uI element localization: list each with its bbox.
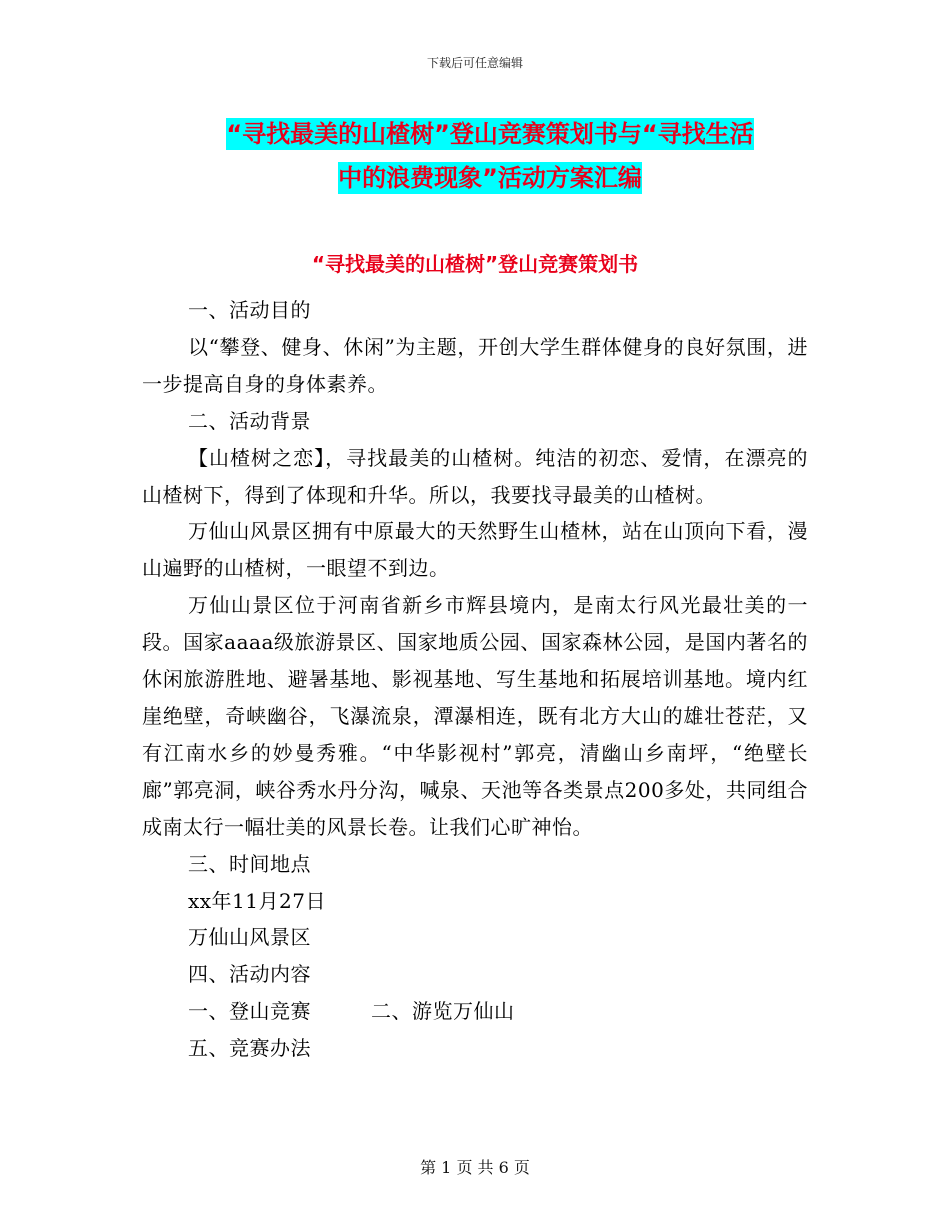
document-body	[142, 292, 808, 1067]
event-date: xx年11月27日	[188, 888, 326, 913]
heading-rules: 五、竞赛办法	[188, 1036, 311, 1061]
document-title-line1: “寻找最美的山楂树”登山竞赛策划书与“寻找生活	[226, 120, 754, 148]
page-footer: 第 1 页 共 6 页	[420, 1158, 530, 1177]
heading-purpose: 一、活动目的	[188, 298, 311, 322]
content-item-1: 一、登山竞赛	[188, 999, 311, 1024]
content-item-2: 二、游览万仙山	[371, 999, 515, 1024]
document-title-line2: 中的浪费现象”活动方案汇编	[338, 164, 642, 192]
section-title: “寻找最美的山楂树”登山竞赛策划书	[311, 252, 639, 276]
paragraph-background-2: 万仙山风景区拥有中原最大的天然野生山楂林，站在山顶向下看，漫山遍野的山楂树，一眼望不到边。	[142, 519, 808, 581]
paragraph-background-3: 万仙山景区位于河南省新乡市辉县境内，是南太行风光最壮美的一段。国家aaaa级旅游景区、国家地质公园、国家森林公园，是国内著名的休闲旅游胜地、避暑基地、影视基地、写生基地和拓展培训基地。境内红崖绝壁，奇峡幽谷，飞瀑流泉，潭瀑相连，既有北方大山的雄壮苍茫，又有江南水乡的妙曼秀雅。“中华影视村”郭亮，清幽山乡南坪，“绝壁长廊”郭亮洞，峡谷秀水丹分沟，喊泉、天池等各类景点200多处，共同组合成南太行一幅壮美的风景长卷。让我们心旷神怡。	[142, 593, 808, 839]
document-title	[140, 112, 840, 200]
heading-background: 二、活动背景	[188, 408, 311, 433]
heading-content: 四、活动内容	[188, 962, 311, 987]
paragraph-background-1: 【山楂树之恋】，寻找最美的山楂树。纯洁的初恋、爱情，在漂亮的山楂树下，得到了体现和升华。所以，我要找寻最美的山楂树。	[142, 445, 808, 507]
content-items	[142, 993, 808, 1030]
header-note: 下载后可任意编辑	[426, 56, 523, 70]
event-place: 万仙山风景区	[188, 925, 311, 950]
heading-time-place: 三、时间地点	[188, 851, 311, 876]
paragraph-purpose: 以“攀登、健身、休闲”为主题，开创大学生群体健身的良好氛围，进一步提高自身的身体素养。	[142, 334, 808, 396]
